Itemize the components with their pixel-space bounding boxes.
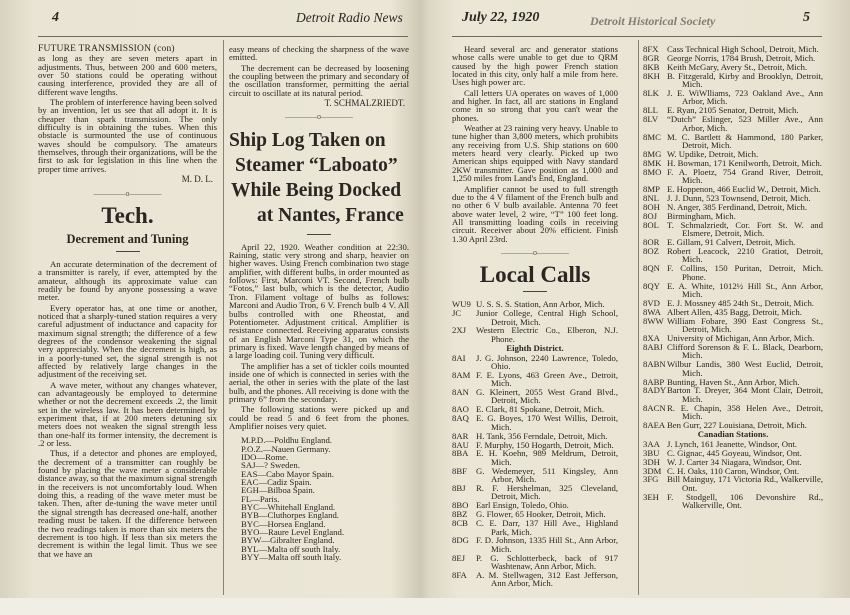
call-owner-address: N. Anger, 385 Ferdinand, Detroit, Mich. <box>667 201 808 212</box>
paragraph: Amplifier cannot be used to full strength due to the 4 V filament of the French bulb and no other 6 V bulb available. Antenna 70 feet above water level, 2 wire, “T” 100 feet long. All transmitting loading coils in receiving circuit. Receiver about 20% efficient. Finish 1.30 April 23rd. <box>452 183 618 244</box>
left-header-rule <box>38 36 408 37</box>
call-owner-address: R. F. Hershelman, 325 Cleveland, Detroit, Mich. <box>476 483 618 502</box>
column-ship-log <box>229 45 409 561</box>
call-sign: 8GR <box>643 52 660 63</box>
section-divider: ————o———— <box>501 247 569 257</box>
call-owner-address: A. M. Stellwagen, 312 East Jefferson, Ann Arbor, Mich. <box>476 570 618 589</box>
call-owner-address: F. Stodgell, 106 Devonshire Rd., Walkerville, Ont. <box>667 491 823 511</box>
call-owner-address: Clifford Sorenson & F. L. Black, Dearborn, Mich. <box>667 341 823 361</box>
station-list-item: BYW—Gibralter England. <box>241 535 335 546</box>
paragraph: A wave meter, without any changes whatever, can advantageously be employed to determine whether or not the decrement exceeds .2, the limit set in the wireless law. It has been determined by experiment that, if at 200 meters detuning six meters does not weaken the signal strength less than one-half its former intensity, the decrement is .2 or less. <box>38 379 217 449</box>
author-signature: T. SCHMALZRIEDT. <box>324 98 405 109</box>
article-subtitle: Decrement and Tuning <box>66 231 189 246</box>
call-listing <box>643 89 823 106</box>
call-owner-address: T. Schmalzriedt, Cor. Fort St. W. and Elsmere, Detroit, Mich. <box>667 219 823 239</box>
station-list-item: EGH—Bilboa Spain. <box>241 485 315 496</box>
call-sign: 8ADY <box>643 385 667 396</box>
call-sign: 8QY <box>643 280 660 291</box>
call-listing <box>643 221 823 238</box>
call-listing <box>643 212 823 220</box>
call-sign: 8LK <box>643 88 659 99</box>
call-listing <box>643 421 823 429</box>
call-owner-address: E. J. Mossney 485 24th St., Detroit, Mich. <box>667 297 814 308</box>
call-listing <box>643 440 823 448</box>
call-sign: 8AN <box>452 387 469 398</box>
call-owner-address: Keith McGary, Avery St., Detroit, Mich. <box>667 61 808 72</box>
paragraph: Every operator has, at one time or another, noticed that a sharply-tuned station requires a very careful adjustment of inductance and capacity for maximum signal strength; the difference of a few degrees of the condensor weakening the signal very appreciably. When the decrement is high, as in a poorly-tuned set, the signal strength is not affected by relatively large changes in the adjustment of the receiving set. <box>38 302 217 380</box>
call-sign: 3AA <box>643 438 660 449</box>
paragraph: An accurate determination of the decrement of a transmitter is rarely, if ever, attempted by the amateur, although its approximate value can readily be found by anyone possessing a wave meter. <box>38 258 217 303</box>
call-sign: 3DH <box>643 456 660 467</box>
call-owner-address: E. Clark, 81 Spokane, Detroit, Mich. <box>476 404 604 415</box>
call-owner-address: Cass Technical High School, Detroit, Mich. <box>667 44 819 54</box>
call-listing <box>643 449 823 457</box>
call-listing <box>452 571 618 588</box>
column-local-calls-start <box>452 45 618 588</box>
call-listing <box>643 247 823 264</box>
call-owner-address: E. Ryan, 2105 Senator, Detroit, Mich. <box>667 105 799 116</box>
call-owner-address: F. Collins, 150 Puritan, Detroit, Mich. Phone. <box>667 263 823 282</box>
call-listing <box>643 150 823 158</box>
call-listing <box>643 159 823 167</box>
call-listing <box>452 414 618 431</box>
call-listing <box>643 133 823 150</box>
station-list-item: EAS—Cabo Mayor Spain. <box>241 468 334 479</box>
call-sign: 3BU <box>643 447 660 458</box>
station-list-item: P.O.Z.—Nauen Germany. <box>241 443 331 454</box>
call-listing <box>643 203 823 211</box>
call-owner-address: E. Hoppenon, 466 Euclid W., Detroit, Mich. <box>667 184 821 195</box>
call-sign: 8BF <box>452 465 467 476</box>
station-list <box>229 436 409 561</box>
call-owner-address: J. J. Dunn, 523 Townsend, Detroit, Mich. <box>667 192 811 203</box>
call-owner-address: E. G. Boyes, 170 West Willis, Detroit, Mich. <box>476 413 618 432</box>
call-sign: 8MO <box>643 166 662 177</box>
article-title: Local Calls <box>479 262 591 288</box>
section-divider: ————o———— <box>285 112 353 122</box>
call-owner-address: C. E. Darr, 137 Hill Ave., Highland Park, Mich. <box>476 518 618 537</box>
call-listing <box>452 309 618 326</box>
column-divider-right <box>638 40 639 595</box>
paragraph: as long as they are seven meters apart in adjustments. Thus, between 200 and 600 meters, over 50 stations could be operating without causing interference, provided they are all of different wave lengths. <box>38 53 217 97</box>
station-list-item: EAC—Cadiz Spain. <box>241 477 312 488</box>
call-listing <box>643 343 823 360</box>
call-owner-address: E. H. Koehn, 989 Meldrum, Detroit, Mich. <box>476 448 618 467</box>
call-sign: 8OH <box>643 201 660 212</box>
paragraph: Heard several arc and generator stations whose calls were unable to get due to QRM caused by the high power French station located in this city, only half a mile from here. Uses high power arc. <box>452 44 618 88</box>
call-sign: 8MC <box>643 131 661 142</box>
station-list-item: BYC—Whitehall England. <box>241 502 336 513</box>
call-sign: 8AO <box>452 404 469 415</box>
station-list-item: BYC—Horsea England. <box>241 518 326 529</box>
call-owner-address: Bunting, Haven St., Ann Arbor, Mich. <box>667 376 800 387</box>
right-page-number: 5 <box>803 10 810 25</box>
station-list-item: BYO—Raure Level England. <box>241 527 345 538</box>
call-sign: 8DG <box>452 535 469 546</box>
call-sign: 8AR <box>452 430 469 441</box>
call-sign: 8VD <box>643 297 660 308</box>
station-list-item: SAJ—? Sweden. <box>241 460 300 471</box>
author-signature: M. D. L. <box>181 174 213 185</box>
call-owner-address: W. J. Carter 34 Niagara, Windsor, Ont. <box>667 456 802 467</box>
call-sign: 8AM <box>452 369 471 380</box>
short-rule <box>116 251 140 252</box>
call-sign: 8KB <box>643 61 660 72</box>
call-sign: 8BZ <box>452 509 468 520</box>
call-owner-address: Western Electric Co., Elberon, N.J. Phone. <box>476 325 618 344</box>
call-owner-address: J. E. WiWlliams, 723 Oakland Ave., Ann Arbor, Mich. <box>667 88 823 107</box>
publication-title: Detroit Radio News <box>296 10 403 25</box>
headline-line: Ship Log Taken on <box>229 129 386 151</box>
call-listing <box>643 168 823 185</box>
call-sign: 8KH <box>643 70 660 81</box>
call-listing <box>452 467 618 484</box>
station-list-item: BYY—Malta off south Italy. <box>241 552 342 563</box>
call-sign: 8BO <box>452 500 469 511</box>
headline-line: Steamer “Laboato” <box>235 154 398 176</box>
call-sign: 8FX <box>643 44 659 54</box>
call-listing <box>452 519 618 536</box>
call-owner-address: E. Gillam, 91 Calvert, Detroit, Mich. <box>667 237 796 248</box>
paragraph: Thus, if a detector and phones are employed, the decrement of a transmitter can roughly be found by placing the wave meter a considerable distance away, so that the maximum signal strength in the receivers is not uncomfortably loud. When doing this, a reading of the wave meter must be taken. Then, after de-tuning the wave meter until the signal strength has decreased one-half, another reading must be taken. If the difference between the two readings taken is more than six meters the decrement is too high. If less than six meters the decrement is within the legal limit. Thus we see that we have an <box>38 448 217 559</box>
call-sign: 3DM <box>643 465 662 476</box>
call-sign: 8WA <box>643 306 661 317</box>
call-sign: 8LV <box>643 114 659 125</box>
paragraph: easy means of checking the sharpness of the wave emitted. <box>229 44 409 63</box>
call-sign: 8ABJ <box>643 341 663 352</box>
paragraph: Weather at 23 raining very heavy. Unable to tune higher than 3,800 meters, which prohibits any receiving from U.S. Ship stations on 600 meters heard very clearly. Picked up two American ships equipped with Navy standard 2KW transmitter. Gave position as 1,000 and 1,250 miles from Land's End, England. <box>452 123 618 184</box>
call-listing <box>452 432 618 440</box>
call-owner-address: Birmingham, Mich. <box>667 210 736 221</box>
call-owner-address: M. C. Bartlett & Hammond, 180 Parker, Detroit, Mich. <box>667 131 823 150</box>
call-listing <box>452 449 618 466</box>
call-owner-address: George Norris, 1784 Brush, Detroit, Mich. <box>667 52 816 63</box>
column-local-calls-continued <box>643 45 823 510</box>
paragraph: The following stations were picked up and could be read 5 and 6 feet from the phones. Amplifier noises very quiet. <box>229 404 409 431</box>
call-sign: 8QN <box>643 263 660 274</box>
call-listing <box>452 536 618 553</box>
call-owner-address: R. E. Chapin, 358 Helen Ave., Detroit, Mich. <box>667 402 823 422</box>
call-listing <box>643 493 823 510</box>
call-owner-address: Albert Allen, 435 Bagg, Detroit, Mich. <box>667 306 802 317</box>
district-heading: Canadian Stations. <box>697 429 769 440</box>
short-rule <box>307 234 331 235</box>
issue-date: July 22, 1920 <box>462 10 540 25</box>
call-owner-address: J. Lynch, 161 Jeanette, Windsor, Ont. <box>667 438 797 449</box>
right-header-rule <box>452 36 822 37</box>
station-list-item: BYL—Malta off south Italy. <box>241 543 341 554</box>
call-owner-address: G. Wedemeyer, 511 Kingsley, Ann Arbor, Mich. <box>476 465 618 485</box>
call-sign: 8MK <box>643 157 662 168</box>
page-bottom-edge <box>0 598 850 615</box>
call-owner-address: Barton T. Dreyer, 364 Mont Clair, Detroit, Mich. <box>667 385 823 404</box>
station-list-item: FL—Paris. <box>241 493 280 504</box>
call-listing <box>452 388 618 405</box>
call-owner-address: Bill Mainguy, 171 Victoria Rd., Walkerville, Ont. <box>667 474 823 493</box>
call-owner-address: J. G. Johnson, 2240 Lawrence, Toledo, Ohio. <box>476 352 618 371</box>
call-owner-address: William Fobare, 390 East Congress St., Detroit, Mich. <box>667 315 823 335</box>
call-listing <box>643 360 823 377</box>
section-divider: ————o———— <box>93 188 162 198</box>
call-listing <box>643 115 823 132</box>
call-sign: 8WW <box>643 315 664 326</box>
paragraph: The amplifier has a set of tickler coils mounted inside one of which is connected in series with the aerial, the other in series with the plate of the last bulb, and the phones. All receiving is done with the primary 6” from the secondary. <box>229 360 409 404</box>
call-owner-address: Wilbur Landis, 380 West Euclid, Detroit, Mich. <box>667 359 823 378</box>
call-owner-address: C. H. Oaks, 110 Caron, Windsor, Ont. <box>667 465 800 476</box>
district-heading: Eighth District. <box>506 343 564 354</box>
call-listing <box>452 484 618 501</box>
call-owner-address: Earl Ensign, Toledo, Ohio. <box>476 500 569 511</box>
call-sign: 8EJ <box>452 552 466 563</box>
call-sign: 8OJ <box>643 210 657 221</box>
call-listing <box>643 72 823 89</box>
paragraph: The problem of interference having been solved by an invention, let us see that all adopt it. It is cheaper than spark transmission. The only difficulty is in obtaining the tubes. When this obstacle is surmounted the use of continuous waves should be compulsory. The amateurs themselves, through their organizations, will be the first to ask for legislation in this line when the proper time arrives. <box>38 97 217 174</box>
call-sign: 8AQ <box>452 413 469 424</box>
call-listing <box>452 554 618 571</box>
paragraph: The decrement can be decreased by loosening the coupling between the primary and secondary of the oscillation transformer, permitting the aerial circuit to oscillate at its natural period. <box>229 62 409 98</box>
column-divider-left <box>223 40 224 595</box>
call-owner-address: University of Michigan, Ann Arbor, Mich. <box>667 333 815 343</box>
call-owner-address: U. S. S. S. Station, Ann Arbor, Mich. <box>476 299 605 310</box>
call-owner-address: F. Murphy, 150 Hogarth, Detroit, Mich. <box>476 439 614 450</box>
call-owner-address: B. Fitzgerald, Kirby and Brooklyn, Detroit, Mich. <box>667 70 823 90</box>
paragraph: April 22, 1920. Weather condition at 22:30. Raining, static very strong and sharp, heavier on higher waves. Using French combination two stage amplifier, with different bulbs, in order mounted as follows: First, Marconi VT. Second, French bulb “Fotos,” last bulb, which is the detector, Audio Tron. Filament voltage of bulbs as follows: Marconi and Audio Tron, 6 V. French bulb 4 V. All bulbs controlled with one Rheostat, and Potentiometer. Adjustment critical. Amplifier is resistance connected. Receiving apparatus consists of an English Marconi Type 31, on which the primary is fixed. Wave length changed by means of a large loading coil. Tuning very difficult. <box>229 241 409 361</box>
section-heading: FUTURE TRANSMISSION (con) <box>38 44 175 54</box>
call-sign: 8AEA <box>643 420 666 430</box>
call-owner-address: P. G. Schlotterbeck, back of 917 Washtenaw, Ann Arbor, Mich. <box>476 552 618 572</box>
call-sign: 8NL <box>643 192 659 203</box>
call-sign: 8ABP <box>643 376 665 387</box>
call-sign: 8XA <box>643 333 660 343</box>
call-sign: 8ACN <box>643 402 666 413</box>
call-sign: 8OZ <box>643 246 659 256</box>
call-listing <box>643 308 823 316</box>
call-owner-address: W. Updike, Detroit, Mich. <box>667 148 759 159</box>
article-headline <box>229 128 409 228</box>
station-list-item: BYB—Cluthorpes England. <box>241 510 339 521</box>
call-sign: 8LL <box>643 105 658 116</box>
call-sign: 3EH <box>643 491 659 502</box>
call-sign: 8CB <box>452 518 468 529</box>
paragraph: Call letters UA operates on waves of 1,000 and higher. In fact, all arc stations in England come in so strong that you can't wear the phones. <box>452 87 618 123</box>
call-sign: 8ABN <box>643 359 666 370</box>
headline-line: at Nantes, France <box>257 204 404 226</box>
call-sign: 8AI <box>452 352 466 363</box>
column-future-transmission-tech <box>38 45 217 560</box>
call-listing <box>643 386 823 403</box>
call-sign: 8MP <box>643 184 660 195</box>
station-list-item: IDO—Rome. <box>241 452 289 462</box>
call-owner-address: Junior College, Central High School, Detroit, Mich. <box>476 308 618 327</box>
call-owner-address: Ben Gurr, 227 Louisiana, Detroit, Mich. <box>667 420 807 430</box>
call-listing <box>643 475 823 492</box>
call-owner-address: F. E. Lyons, 463 Green Ave., Detroit, Mich. <box>476 369 618 389</box>
headline-line: While Being Docked <box>231 179 402 201</box>
call-sign: 3FG <box>643 474 659 485</box>
call-sign: 2XJ <box>452 325 466 336</box>
article-title: Tech. <box>101 202 154 228</box>
call-owner-address: G. Flower, 65 Hooker, Detroit, Mich. <box>476 509 606 520</box>
call-owner-address: C. Gignac, 445 Goyeau, Windsor, Ont. <box>667 447 802 458</box>
call-sign: WU9 <box>452 299 471 310</box>
short-rule <box>523 291 547 292</box>
call-owner-address: F. A. Ploetz, 754 Grand River, Detroit, Mich. <box>667 166 823 186</box>
call-sign: 8BA <box>452 448 469 459</box>
left-page-number: 4 <box>52 10 59 25</box>
call-listing <box>452 326 618 343</box>
call-owner-address: Robert Leacock, 2210 Gratiot, Detroit, Mich. <box>667 246 823 265</box>
call-listing <box>643 404 823 421</box>
call-sign: 8MG <box>643 148 662 159</box>
call-sign: 8OR <box>643 237 660 248</box>
call-owner-address: F. D. Johnson, 1335 Hill St., Ann Arbor, Mich. <box>476 535 618 554</box>
station-list-item: M.P.D.—Poldhu England. <box>241 435 332 446</box>
call-listing <box>643 282 823 299</box>
call-listing <box>643 317 823 334</box>
call-sign: 8FA <box>452 570 467 580</box>
call-sign: 8OL <box>643 219 659 230</box>
call-listing <box>643 63 823 71</box>
call-sign: 8AU <box>452 439 469 450</box>
call-listing <box>452 371 618 388</box>
call-listing <box>643 264 823 281</box>
call-owner-address: H. Tank, 356 Ferndale, Detroit, Mich. <box>476 430 608 441</box>
call-listing <box>643 458 823 466</box>
call-owner-address: “Dutch” Eslinger, 523 Miller Ave., Ann Arbor, Mich. <box>667 114 823 133</box>
call-owner-address: H. Bowman, 171 Kenilworth, Detroit, Mich. <box>667 157 822 168</box>
call-listing <box>643 299 823 307</box>
call-owner-address: E. A. White, 1012½ Hill St., Ann Arbor, Mich. <box>667 280 823 299</box>
watermark: Detroit Historical Society <box>590 14 716 28</box>
call-sign: JC <box>452 308 462 319</box>
call-sign: 8BJ <box>452 483 466 493</box>
call-owner-address: G. Kleinert, 2055 West Grand Blvd., Detroit, Mich. <box>476 387 618 406</box>
call-listing <box>452 354 618 371</box>
